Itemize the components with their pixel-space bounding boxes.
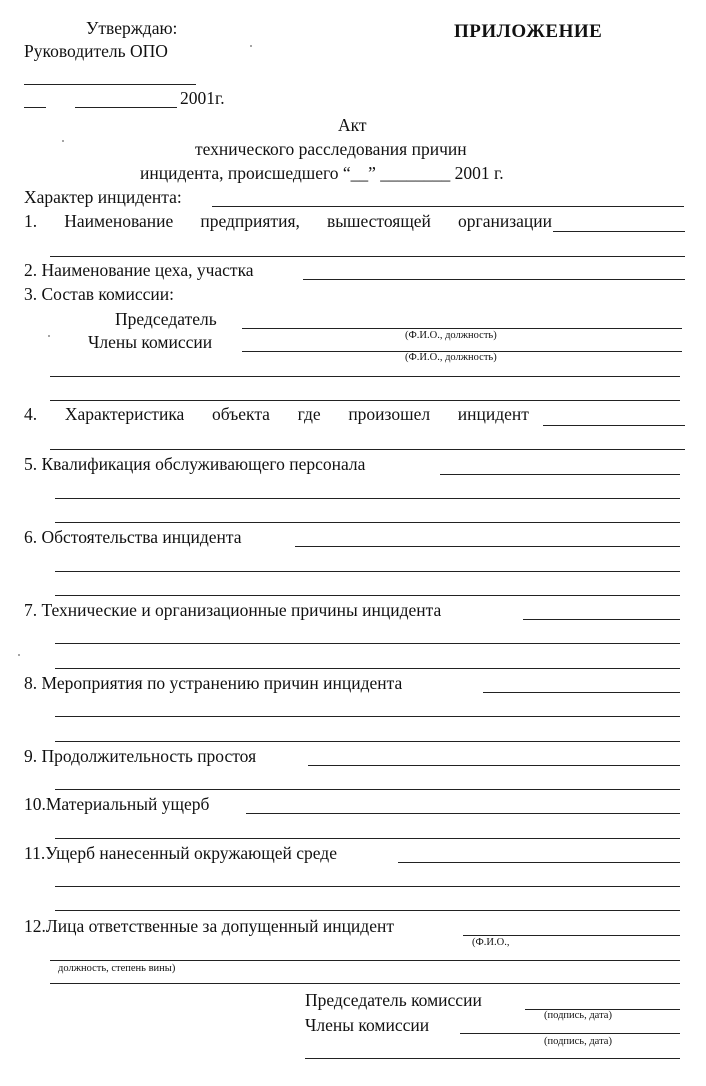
item-1-label xyxy=(24,213,552,231)
month-line xyxy=(75,107,177,108)
field-line xyxy=(553,231,685,232)
label-word: 1. xyxy=(24,211,38,231)
item-3-label: 3. Состав комиссии: xyxy=(24,284,174,304)
field-line xyxy=(55,498,680,499)
item-10-label: 10.Материальный ущерб xyxy=(24,794,210,814)
fio-caption: (Ф.И.О., должность) xyxy=(405,330,497,341)
guilt-caption: должность, степень вины) xyxy=(58,963,176,974)
field-line xyxy=(398,862,680,863)
field-line xyxy=(303,279,685,280)
field-line xyxy=(212,206,684,207)
field-line xyxy=(50,960,680,961)
label-word: предприятия, xyxy=(200,211,300,231)
incident-nature-label: Характер инцидента: xyxy=(24,187,182,207)
head-signature-line xyxy=(24,84,196,85)
field-line xyxy=(55,716,680,717)
item-6-label: 6. Обстоятельства инцидента xyxy=(24,527,242,547)
field-line xyxy=(50,449,685,450)
commission-chairman-label: Председатель комиссии xyxy=(305,990,482,1010)
field-line xyxy=(50,256,685,257)
day-line xyxy=(24,107,46,108)
field-line xyxy=(543,425,685,426)
label-word: инцидент xyxy=(457,404,529,424)
fio-caption: (Ф.И.О., должность) xyxy=(405,352,497,363)
field-line xyxy=(295,546,680,547)
field-line xyxy=(55,522,680,523)
item-2-label: 2. Наименование цеха, участка xyxy=(24,260,254,280)
item-12-label: 12.Лица ответственные за допущенный инцидент xyxy=(24,916,394,936)
label-word: 4. xyxy=(24,404,38,424)
field-line xyxy=(55,910,680,911)
field-line xyxy=(246,813,680,814)
field-line xyxy=(55,789,680,790)
field-line xyxy=(55,741,680,742)
head-label: Руководитель ОПО xyxy=(24,41,168,61)
item-8-label: 8. Мероприятия по устранению причин инцидента xyxy=(24,673,403,693)
signature-caption: (подпись, дата) xyxy=(544,1010,612,1021)
act-title: Акт xyxy=(338,115,367,135)
field-line xyxy=(50,400,680,401)
signature-caption: (подпись, дата) xyxy=(544,1036,612,1047)
label-word: Характеристика xyxy=(64,404,185,424)
label-word: организации xyxy=(458,211,552,231)
field-line xyxy=(242,328,682,329)
scan-speck xyxy=(250,45,252,47)
label-word: вышестоящей xyxy=(326,211,431,231)
field-line xyxy=(55,595,680,596)
field-line xyxy=(50,376,680,377)
label-word: Наименование xyxy=(64,211,174,231)
item-7-label: 7. Технические и организационные причины инцидента xyxy=(24,600,442,620)
field-line xyxy=(55,668,680,669)
field-line xyxy=(55,886,680,887)
scan-speck xyxy=(62,140,64,142)
field-line xyxy=(483,692,680,693)
act-date: инцидента, происшедшего “__” ________ 2001 г. xyxy=(140,163,504,183)
year-label: 2001г. xyxy=(180,88,225,108)
item-9-label: 9. Продолжительность простоя xyxy=(24,746,257,766)
fio-caption: (Ф.И.О., xyxy=(472,937,510,948)
item-5-label: 5. Квалификация обслуживающего персонала xyxy=(24,454,366,474)
chairman-label: Председатель xyxy=(115,309,217,329)
members-label: Члены комиссии xyxy=(88,332,213,352)
field-line xyxy=(440,474,680,475)
field-line xyxy=(50,983,680,984)
signature-line xyxy=(460,1033,680,1034)
item-4-label xyxy=(24,406,529,424)
approve-label: Утверждаю: xyxy=(86,18,178,38)
label-word: произошел xyxy=(348,404,431,424)
act-subtitle: технического расследования причин xyxy=(195,139,467,159)
field-line xyxy=(55,643,680,644)
appendix-title: ПРИЛОЖЕНИЕ xyxy=(454,21,603,42)
signature-line xyxy=(305,1058,680,1059)
scan-speck xyxy=(48,335,50,337)
scan-speck xyxy=(18,654,20,656)
label-word: где xyxy=(297,404,321,424)
commission-members-label: Члены комиссии xyxy=(305,1015,430,1035)
field-line xyxy=(55,571,680,572)
label-word: объекта xyxy=(212,404,270,424)
item-11-label: 11.Ущерб нанесенный окружающей среде xyxy=(24,843,337,863)
field-line xyxy=(463,935,680,936)
field-line xyxy=(308,765,680,766)
field-line xyxy=(523,619,680,620)
field-line xyxy=(55,838,680,839)
